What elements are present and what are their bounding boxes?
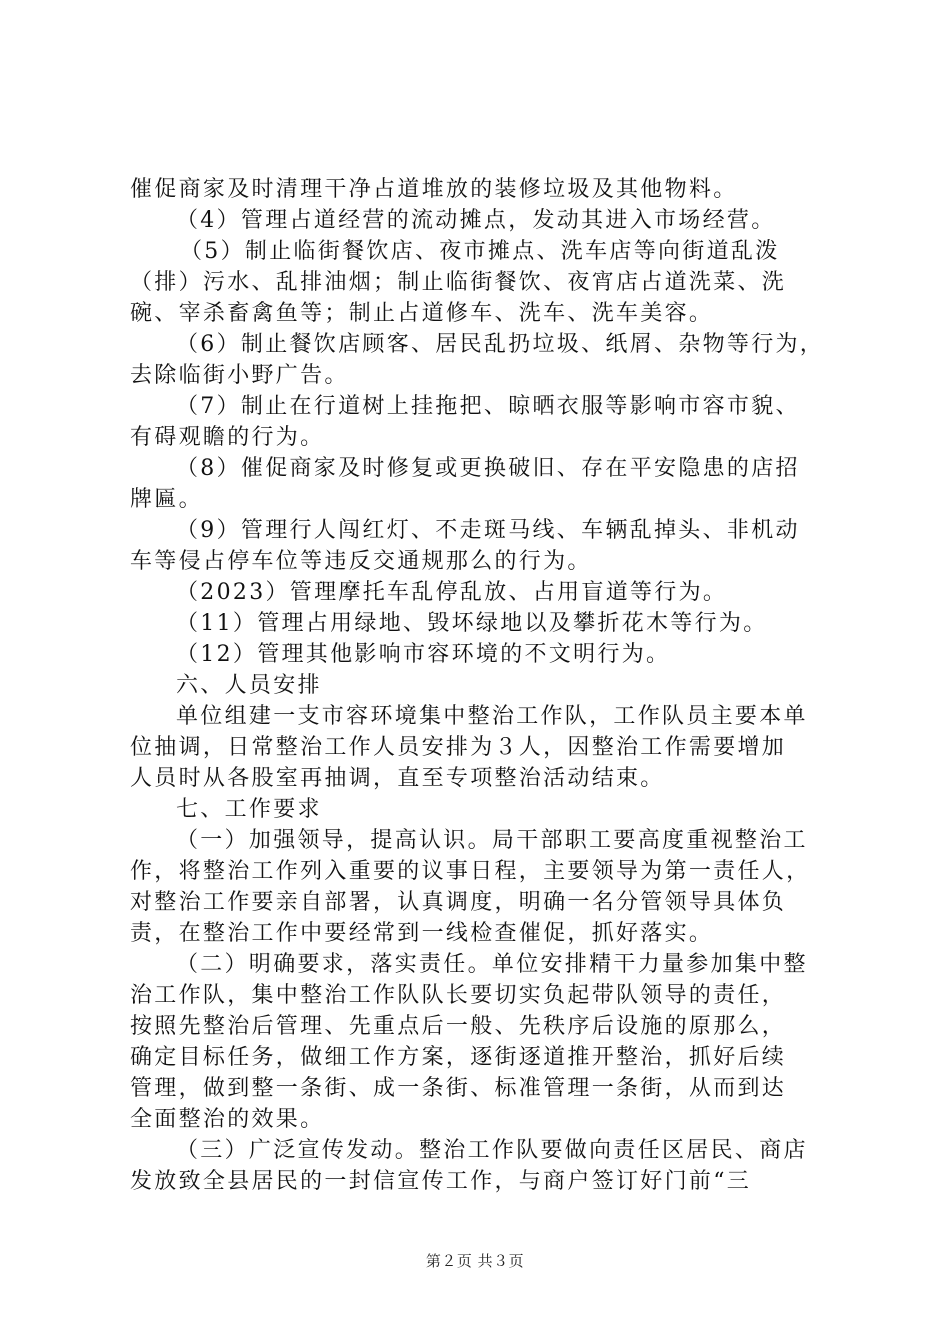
list-item-4: （4）管理占道经营的流动摊点，发动其进入市场经营。 [176, 208, 776, 233]
document-body [130, 174, 830, 1197]
body-line: 单位组建一支市容环境集中整治工作队，工作队员主要本单 [176, 704, 808, 729]
body-line: 责，在整治工作中要经常到一线检查催促，抓好落实。 [130, 921, 714, 946]
body-line: 管理，做到整一条街、成一条街、标准管理一条街，从而到达 [130, 1076, 787, 1101]
list-item-10: （2023）管理摩托车乱停乱放、占用盲道等行为。 [176, 580, 728, 605]
body-line: （排）污水、乱排油烟；制止临街餐饮、夜宵店占道洗菜、洗 [130, 270, 787, 295]
body-line: 按照先整治后管理、先重点后一般、先秩序后设施的原那么， [130, 1014, 787, 1039]
section-heading-6: 六、人员安排 [176, 673, 322, 698]
body-line: 全面整治的效果。 [130, 1107, 325, 1132]
requirement-1: （一）加强领导，提高认识。局干部职工要高度重视整治工 [176, 828, 808, 853]
list-item-6: （6）制止餐饮店顾客、居民乱扔垃圾、纸屑、杂物等行为， [176, 332, 825, 357]
list-item-11: （11）管理占用绿地、毁坏绿地以及攀折花木等行为。 [176, 611, 768, 636]
list-item-9: （9）管理行人闯红灯、不走斑马线、车辆乱掉头、非机动 [176, 518, 800, 543]
list-item-5: （5）制止临街餐饮店、夜市摊点、洗车店等向街道乱泼 [180, 239, 780, 264]
body-line: 对整治工作要亲自部署，认真调度，明确一名分管领导具体负 [130, 890, 787, 915]
body-line: 催促商家及时清理干净占道堆放的装修垃圾及其他物料。 [130, 177, 738, 202]
requirement-3: （三）广泛宣传发动。整治工作队要做向责任区居民、商店 [176, 1138, 808, 1163]
body-line: 发放致全县居民的一封信宣传工作，与商户签订好门前“三 [130, 1169, 752, 1194]
body-line: 位抽调，日常整治工作人员安排为３人，因整治工作需要增加 [130, 735, 787, 760]
list-item-12: （12）管理其他影响市容环境的不文明行为。 [176, 642, 671, 667]
body-line: 作，将整治工作列入重要的议事日程，主要领导为第一责任人， [130, 859, 811, 884]
page-footer: 第２页 共３页 [425, 1252, 525, 1270]
list-item-7: （7）制止在行道树上挂拖把、晾晒衣服等影响市容市貌、 [176, 394, 800, 419]
body-line: 人员时从各股室再抽调，直至专项整治活动结束。 [130, 766, 665, 791]
body-line: 治工作队，集中整治工作队队长要切实负起带队领导的责任， [130, 983, 787, 1008]
body-line: 确定目标任务，做细工作方案，逐街逐道推开整治，抓好后续 [130, 1045, 787, 1070]
body-line: 去除临街小野广告。 [130, 363, 349, 388]
body-line: 有碍观瞻的行为。 [130, 425, 325, 450]
list-item-8: （8）催促商家及时修复或更换破旧、存在平安隐患的店招 [176, 456, 800, 481]
body-line: 牌匾。 [130, 487, 203, 512]
requirement-2: （二）明确要求，落实责任。单位安排精干力量参加集中整 [176, 952, 808, 977]
body-line: 车等侵占停车位等违反交通规那么的行为。 [130, 549, 592, 574]
section-heading-7: 七、工作要求 [176, 797, 322, 822]
body-line: 碗、宰杀畜禽鱼等；制止占道修车、洗车、洗车美容。 [130, 301, 714, 326]
